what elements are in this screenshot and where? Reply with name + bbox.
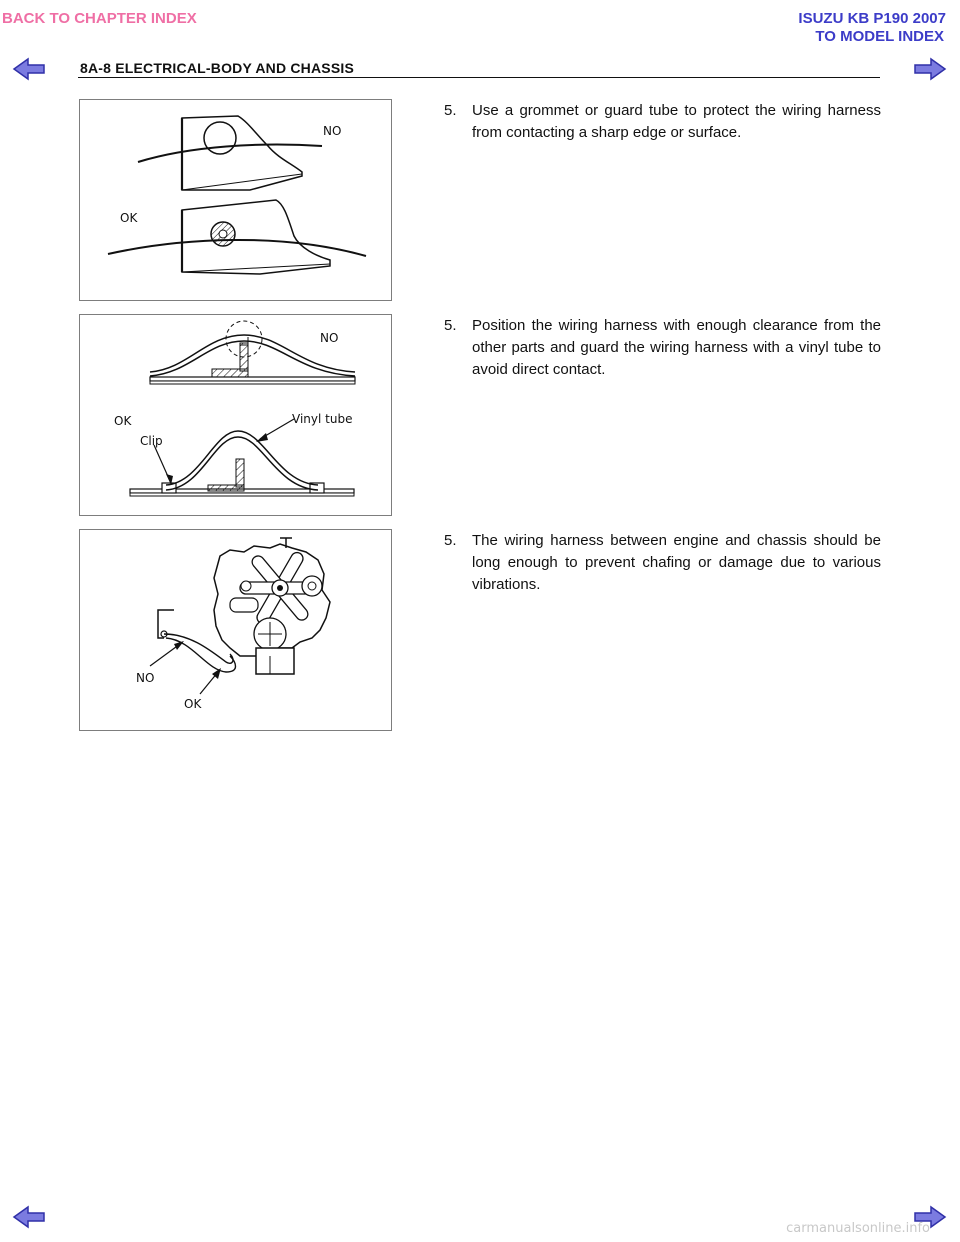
figure-vinyl-tube	[79, 314, 392, 516]
figure2-ok-label: OK	[114, 414, 132, 428]
figure-engine-harness	[79, 529, 392, 731]
next-page-arrow-icon[interactable]	[913, 56, 947, 82]
figure-grommet	[79, 99, 392, 301]
figure1-ok-label: OK	[120, 211, 138, 225]
figure2-clip-label: Clip	[140, 434, 163, 448]
step-engine-harness	[444, 530, 881, 596]
step-vinyl-tube	[444, 315, 881, 381]
step-grommet	[444, 100, 881, 144]
header-divider	[78, 77, 880, 78]
engine-harness-illustration	[80, 530, 391, 730]
back-to-chapter-index-link[interactable]: BACK TO CHAPTER INDEX	[2, 10, 197, 27]
step-text: Use a grommet or guard tube to protect the wiring harness from contacting a sharp edge or surface.	[472, 102, 881, 141]
prev-page-arrow-icon-bottom[interactable]	[12, 1204, 46, 1230]
to-model-index-link[interactable]: TO MODEL INDEX	[815, 28, 944, 45]
prev-page-arrow-icon[interactable]	[12, 56, 46, 82]
figure2-no-label: NO	[320, 331, 339, 345]
step-number: 5.	[444, 317, 457, 334]
grommet-illustration	[80, 100, 391, 300]
watermark: carmanualsonline.info	[786, 1221, 930, 1236]
model-title: ISUZU KB P190 2007	[798, 10, 946, 27]
vinyl-tube-illustration	[80, 315, 391, 515]
step-number: 5.	[444, 532, 457, 549]
figure3-ok-label: OK	[184, 697, 202, 711]
figure3-no-label: NO	[136, 671, 155, 685]
figure2-vinyl-tube-label: Vinyl tube	[292, 412, 353, 426]
step-number: 5.	[444, 102, 457, 119]
step-text: Position the wiring harness with enough clearance from the other parts and guard the wiring harness with a vinyl tube to avoid direct contact.	[472, 317, 881, 378]
page-header-title: 8A-8 ELECTRICAL-BODY AND CHASSIS	[80, 60, 354, 76]
figure1-no-label: NO	[323, 124, 342, 138]
step-text: The wiring harness between engine and chassis should be long enough to prevent chafing or damage due to various vibrations.	[472, 532, 881, 593]
